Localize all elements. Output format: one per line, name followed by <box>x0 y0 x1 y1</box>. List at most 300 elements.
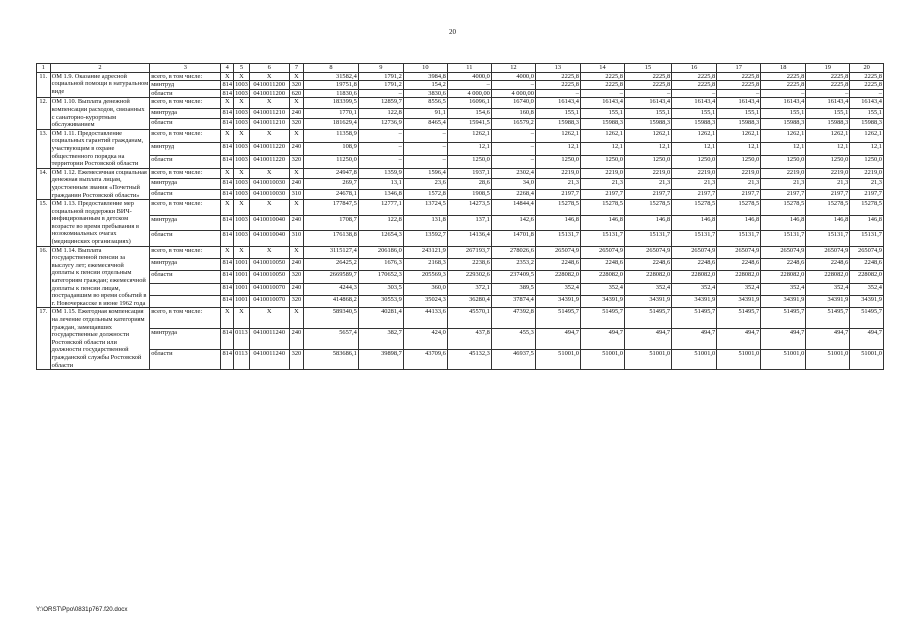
grbs-code: 814 <box>221 231 234 247</box>
expense-type-code: 310 <box>289 231 304 247</box>
year-value: 155,1 <box>624 108 671 118</box>
funding-source: области <box>150 271 221 283</box>
year-value: 14701,8 <box>491 231 535 247</box>
year-value: 265074,9 <box>806 246 850 258</box>
year-value: 51495,7 <box>624 308 671 329</box>
year-value: 36280,4 <box>447 296 491 308</box>
year-value: 34391,9 <box>672 296 717 308</box>
year-value: 146,8 <box>624 215 671 231</box>
row-number: 16. <box>37 246 51 308</box>
column-number: 5 <box>234 64 250 73</box>
target-article-code: 0410011200 <box>249 81 289 90</box>
year-value: 45570,1 <box>447 308 491 329</box>
year-value: 15941,5 <box>447 119 491 129</box>
year-value: 228082,0 <box>761 271 806 283</box>
year-value: 15988,3 <box>717 119 761 129</box>
section-code: 1001 <box>234 283 250 295</box>
total-value: 11250,0 <box>304 155 359 168</box>
year-value: 47392,8 <box>491 308 535 329</box>
year-value: 1250,0 <box>624 155 671 168</box>
year-value: – <box>491 129 535 142</box>
column-number: 10 <box>403 64 447 73</box>
target-article-code: 0410010070 <box>249 283 289 295</box>
year-value: 15988,3 <box>580 119 624 129</box>
table-row <box>37 179 884 189</box>
year-value: 21,3 <box>535 179 580 189</box>
grbs-code: 814 <box>221 215 234 231</box>
year-value: 146,8 <box>672 215 717 231</box>
year-value: 4 000,00 <box>447 89 491 98</box>
year-value: – <box>806 89 850 98</box>
year-value: 146,8 <box>806 215 850 231</box>
year-value: 51001,0 <box>672 349 717 370</box>
column-number: 16 <box>672 64 717 73</box>
expense-type-code: 240 <box>289 215 304 231</box>
expense-type-code: X <box>289 98 304 108</box>
section-code: X <box>234 246 250 258</box>
section-code: X <box>234 168 250 178</box>
year-value: 16579,2 <box>491 119 535 129</box>
year-value: – <box>358 89 403 98</box>
year-value: 8556,5 <box>403 98 447 108</box>
year-value: 2248,6 <box>580 259 624 271</box>
column-number: 11 <box>447 64 491 73</box>
section-code: X <box>234 98 250 108</box>
year-value: 1250,0 <box>535 155 580 168</box>
year-value: 51495,7 <box>806 308 850 329</box>
table-row <box>37 119 884 129</box>
year-value: 1791,2 <box>358 81 403 90</box>
grbs-code: X <box>221 246 234 258</box>
total-value: 414868,2 <box>304 296 359 308</box>
target-article-code: 0410011220 <box>249 142 289 155</box>
year-value: 51495,7 <box>672 308 717 329</box>
year-value: – <box>491 81 535 90</box>
column-number: 13 <box>535 64 580 73</box>
total-value: 589340,5 <box>304 308 359 329</box>
year-value: – <box>358 129 403 142</box>
year-value: 494,7 <box>761 328 806 349</box>
column-number: 15 <box>624 64 671 73</box>
year-value: 12736,9 <box>358 119 403 129</box>
year-value: 34391,9 <box>806 296 850 308</box>
year-value: – <box>624 89 671 98</box>
year-value: 51001,0 <box>535 349 580 370</box>
total-value: 181629,4 <box>304 119 359 129</box>
year-value: 35024,3 <box>403 296 447 308</box>
grbs-code: 814 <box>221 259 234 271</box>
year-value: 12859,7 <box>358 98 403 108</box>
year-value: 455,3 <box>491 328 535 349</box>
column-number: 8 <box>304 64 359 73</box>
year-value: 2197,7 <box>624 189 671 199</box>
funding-source: области <box>150 189 221 199</box>
total-value: 269,7 <box>304 179 359 189</box>
year-value: 2219,0 <box>761 168 806 178</box>
year-value: – <box>403 155 447 168</box>
year-value: 51001,0 <box>850 349 884 370</box>
funding-source: минтруда <box>150 259 221 271</box>
year-value: 21,3 <box>672 179 717 189</box>
column-number: 17 <box>717 64 761 73</box>
target-article-code: X <box>249 308 289 329</box>
grbs-code: X <box>221 168 234 178</box>
year-value: 1262,1 <box>672 129 717 142</box>
budget-table <box>36 63 884 370</box>
year-value: 45132,3 <box>447 349 491 370</box>
funding-source: всего, в том числе: <box>150 168 221 178</box>
year-value: 437,8 <box>447 328 491 349</box>
year-value: – <box>535 89 580 98</box>
target-article-code: X <box>249 98 289 108</box>
year-value: 155,1 <box>580 108 624 118</box>
year-value: 44133,6 <box>403 308 447 329</box>
year-value: 51495,7 <box>717 308 761 329</box>
expense-type-code: X <box>289 168 304 178</box>
year-value: 15988,3 <box>806 119 850 129</box>
year-value: 2353,2 <box>491 259 535 271</box>
year-value: 12,1 <box>624 142 671 155</box>
year-value: 265074,9 <box>717 246 761 258</box>
table-row <box>37 283 884 295</box>
funding-source: минтруд <box>150 81 221 90</box>
year-value: – <box>580 89 624 98</box>
table-row <box>37 108 884 118</box>
year-value: 16143,4 <box>580 98 624 108</box>
year-value: 46937,5 <box>491 349 535 370</box>
year-value: 2238,6 <box>447 259 491 271</box>
year-value: 39898,7 <box>358 349 403 370</box>
year-value: – <box>403 142 447 155</box>
year-value: 12,1 <box>761 142 806 155</box>
section-code: 1003 <box>234 155 250 168</box>
total-value: 176138,8 <box>304 231 359 247</box>
target-article-code: 0410011200 <box>249 89 289 98</box>
year-value: 30553,9 <box>358 296 403 308</box>
year-value: 389,5 <box>491 283 535 295</box>
year-value: 1791,2 <box>358 72 403 81</box>
year-value: 352,4 <box>624 283 671 295</box>
table-row <box>37 98 884 108</box>
year-value: 2197,7 <box>850 189 884 199</box>
year-value: 12,1 <box>850 142 884 155</box>
grbs-code: X <box>221 129 234 142</box>
year-value: 265074,9 <box>850 246 884 258</box>
column-number: 1 <box>37 64 51 73</box>
funding-source: области <box>150 349 221 370</box>
year-value: 15988,3 <box>761 119 806 129</box>
year-value: 228082,0 <box>672 271 717 283</box>
year-value: 1572,8 <box>403 189 447 199</box>
expense-type-code: X <box>289 308 304 329</box>
year-value: 2225,8 <box>806 72 850 81</box>
year-value: 2197,7 <box>672 189 717 199</box>
year-value: 494,7 <box>624 328 671 349</box>
section-code: 1003 <box>234 142 250 155</box>
year-value: 91,1 <box>403 108 447 118</box>
year-value: 4000,0 <box>491 72 535 81</box>
expense-type-code: 320 <box>289 271 304 283</box>
year-value: 2225,8 <box>850 81 884 90</box>
section-code: X <box>234 308 250 329</box>
target-article-code: X <box>249 129 289 142</box>
year-value: 3984,8 <box>403 72 447 81</box>
year-value: 51495,7 <box>850 308 884 329</box>
year-value: 43709,6 <box>403 349 447 370</box>
year-value: 21,3 <box>717 179 761 189</box>
table-row <box>37 200 884 216</box>
year-value: 13592,7 <box>403 231 447 247</box>
year-value: 146,8 <box>850 215 884 231</box>
year-value: 51001,0 <box>806 349 850 370</box>
table-row <box>37 142 884 155</box>
year-value: 228082,0 <box>624 271 671 283</box>
year-value: 15131,7 <box>672 231 717 247</box>
year-value: 265074,9 <box>672 246 717 258</box>
program-name: ОМ 1.13. Предоставление мер социальной поддержки ВИЧ-инфицированным в детском возрасте во время пребывания в нозокомиальных очагах (медицинских организациях) <box>50 200 150 247</box>
table-row <box>37 246 884 258</box>
year-value: 34391,9 <box>535 296 580 308</box>
year-value: 2197,7 <box>535 189 580 199</box>
year-value: 15988,3 <box>850 119 884 129</box>
year-value: 16143,4 <box>761 98 806 108</box>
year-value: 154,6 <box>447 108 491 118</box>
column-number: 7 <box>289 64 304 73</box>
year-value: 424,0 <box>403 328 447 349</box>
year-value: 1250,0 <box>580 155 624 168</box>
year-value: 51001,0 <box>580 349 624 370</box>
year-value: 34391,9 <box>624 296 671 308</box>
year-value: 12654,3 <box>358 231 403 247</box>
year-value: 206186,0 <box>358 246 403 258</box>
table-row <box>37 296 884 308</box>
column-number: 12 <box>491 64 535 73</box>
total-value: 26425,2 <box>304 259 359 271</box>
year-value: 360,0 <box>403 283 447 295</box>
funding-source: всего, в том числе: <box>150 98 221 108</box>
expense-type-code: X <box>289 200 304 216</box>
year-value: 16143,4 <box>806 98 850 108</box>
year-value: 352,4 <box>850 283 884 295</box>
year-value: 51495,7 <box>761 308 806 329</box>
year-value: 2197,7 <box>717 189 761 199</box>
year-value: 243121,9 <box>403 246 447 258</box>
table-row <box>37 72 884 81</box>
year-value: 1262,1 <box>447 129 491 142</box>
expense-type-code: 240 <box>289 328 304 349</box>
year-value: 34391,9 <box>580 296 624 308</box>
target-article-code: 0410011220 <box>249 155 289 168</box>
year-value: 8465,4 <box>403 119 447 129</box>
page-number: 20 <box>449 28 456 36</box>
expense-type-code: 320 <box>289 296 304 308</box>
year-value: 16740,0 <box>491 98 535 108</box>
grbs-code: 814 <box>221 189 234 199</box>
section-code: 1003 <box>234 119 250 129</box>
expense-type-code: X <box>289 246 304 258</box>
row-number: 15. <box>37 200 51 247</box>
year-value: 1262,1 <box>717 129 761 142</box>
grbs-code: 814 <box>221 119 234 129</box>
year-value: 352,4 <box>535 283 580 295</box>
year-value: 2225,8 <box>672 72 717 81</box>
year-value: 12,1 <box>717 142 761 155</box>
year-value: 16143,4 <box>672 98 717 108</box>
year-value: 14136,4 <box>447 231 491 247</box>
grbs-code: X <box>221 308 234 329</box>
section-code: 0113 <box>234 349 250 370</box>
year-value: 51495,7 <box>580 308 624 329</box>
grbs-code: X <box>221 98 234 108</box>
target-article-code: 0410011240 <box>249 349 289 370</box>
year-value: 1262,1 <box>850 129 884 142</box>
year-value: 278026,6 <box>491 246 535 258</box>
target-article-code: 0410010050 <box>249 259 289 271</box>
grbs-code: 814 <box>221 179 234 189</box>
year-value: 51001,0 <box>717 349 761 370</box>
year-value: 12,1 <box>672 142 717 155</box>
grbs-code: 814 <box>222 89 233 97</box>
year-value: 2225,8 <box>624 81 671 90</box>
year-value: 146,8 <box>535 215 580 231</box>
expense-type-code: 240 <box>289 179 304 189</box>
grbs-code: 814 <box>221 142 234 155</box>
target-article-code: 0410010050 <box>249 271 289 283</box>
year-value: 1937,1 <box>447 168 491 178</box>
table-body <box>37 64 884 370</box>
year-value: – <box>761 89 806 98</box>
grbs-code: X <box>221 72 234 81</box>
section-code: X <box>234 72 250 81</box>
year-value: 15278,5 <box>761 200 806 216</box>
year-value: 352,4 <box>717 283 761 295</box>
total-value: 19751,8 <box>304 81 359 90</box>
year-value: – <box>491 142 535 155</box>
year-value: 16143,4 <box>624 98 671 108</box>
program-name: ОМ 1.14. Выплата государственной пенсии за выслугу лет; ежемесячной доплаты к пенсии отдельным категориям граждан; ежемесячной доплаты к пенсии лицам, пострадавшим во время событий в г. Новочеркасске в июне 1962 года <box>50 246 150 308</box>
total-value: 2669589,7 <box>304 271 359 283</box>
year-value: 2197,7 <box>806 189 850 199</box>
year-value: 1908,5 <box>447 189 491 199</box>
total-value: 11830,6 <box>304 89 359 98</box>
table-row <box>37 349 884 370</box>
year-value: 155,1 <box>850 108 884 118</box>
table-row <box>37 89 884 98</box>
section-code: 1003 <box>234 179 250 189</box>
column-number: 3 <box>150 64 221 73</box>
total-value: 183399,5 <box>304 98 359 108</box>
column-number: 20 <box>850 64 884 73</box>
year-value: 1250,0 <box>447 155 491 168</box>
target-article-code: 0410010030 <box>249 189 289 199</box>
year-value: 12,1 <box>447 142 491 155</box>
table-row <box>37 155 884 168</box>
year-value: 28,6 <box>447 179 491 189</box>
year-value: 2225,8 <box>672 81 717 90</box>
year-value: 265074,9 <box>761 246 806 258</box>
target-article-code: X <box>249 72 289 81</box>
year-value: 12,1 <box>806 142 850 155</box>
total-value: 24678,1 <box>304 189 359 199</box>
expense-type-code: X <box>289 129 304 142</box>
year-value: 15278,5 <box>806 200 850 216</box>
year-value: 494,7 <box>806 328 850 349</box>
year-value: 51001,0 <box>761 349 806 370</box>
year-value: – <box>403 129 447 142</box>
grbs-code: 814 <box>221 155 234 168</box>
year-value: 34391,9 <box>761 296 806 308</box>
year-value: 3830,6 <box>403 89 447 98</box>
table-row <box>37 81 884 90</box>
total-value: 177847,5 <box>304 200 359 216</box>
year-value: 40281,4 <box>358 308 403 329</box>
section-code: 1001 <box>234 271 250 283</box>
column-number: 6 <box>249 64 289 73</box>
year-value: 21,3 <box>761 179 806 189</box>
year-value: 1262,1 <box>761 129 806 142</box>
target-article-code: 0410010070 <box>249 296 289 308</box>
year-value: 15278,5 <box>850 200 884 216</box>
column-number-row <box>37 64 884 73</box>
year-value: 1262,1 <box>535 129 580 142</box>
year-value: 15131,7 <box>624 231 671 247</box>
year-value: 2225,8 <box>850 72 884 81</box>
funding-source: области <box>150 89 221 98</box>
year-value: 2248,6 <box>672 259 717 271</box>
year-value: 2225,8 <box>717 72 761 81</box>
target-article-code: 0410011210 <box>249 108 289 118</box>
year-value: 2248,6 <box>535 259 580 271</box>
total-value: 5657,4 <box>304 328 359 349</box>
grbs-code: 814 <box>221 296 234 308</box>
year-value: 137,1 <box>447 215 491 231</box>
total-value: 11358,9 <box>304 129 359 142</box>
year-value: 2302,4 <box>491 168 535 178</box>
target-article-code: 0410010030 <box>249 179 289 189</box>
year-value: 15131,7 <box>761 231 806 247</box>
year-value: 1262,1 <box>580 129 624 142</box>
year-value: 1250,0 <box>850 155 884 168</box>
year-value: 12777,1 <box>358 200 403 216</box>
target-article-code: X <box>249 246 289 258</box>
year-value: 15988,3 <box>672 119 717 129</box>
year-value: – <box>358 155 403 168</box>
column-number: 2 <box>50 64 150 73</box>
grbs-code: 814 <box>221 271 234 283</box>
funding-source: минтруд <box>150 142 221 155</box>
year-value: 13,1 <box>358 179 403 189</box>
year-value: 1250,0 <box>806 155 850 168</box>
target-article-code: X <box>249 168 289 178</box>
year-value: 267193,7 <box>447 246 491 258</box>
year-value: 1262,1 <box>624 129 671 142</box>
row-number: 11. <box>37 72 51 98</box>
year-value: – <box>447 81 491 90</box>
year-value: 2219,0 <box>850 168 884 178</box>
year-value: 155,1 <box>761 108 806 118</box>
funding-source: всего, в том числе: <box>150 246 221 258</box>
expense-type-code: 320 <box>289 119 304 129</box>
row-number: 12. <box>37 98 51 129</box>
target-article-code: X <box>249 200 289 216</box>
table-row <box>37 271 884 283</box>
year-value: 2168,3 <box>403 259 447 271</box>
year-value: 14273,5 <box>447 200 491 216</box>
year-value: 2197,7 <box>580 189 624 199</box>
year-value: 2248,6 <box>717 259 761 271</box>
year-value: 51001,0 <box>624 349 671 370</box>
total-value: 1708,7 <box>304 215 359 231</box>
